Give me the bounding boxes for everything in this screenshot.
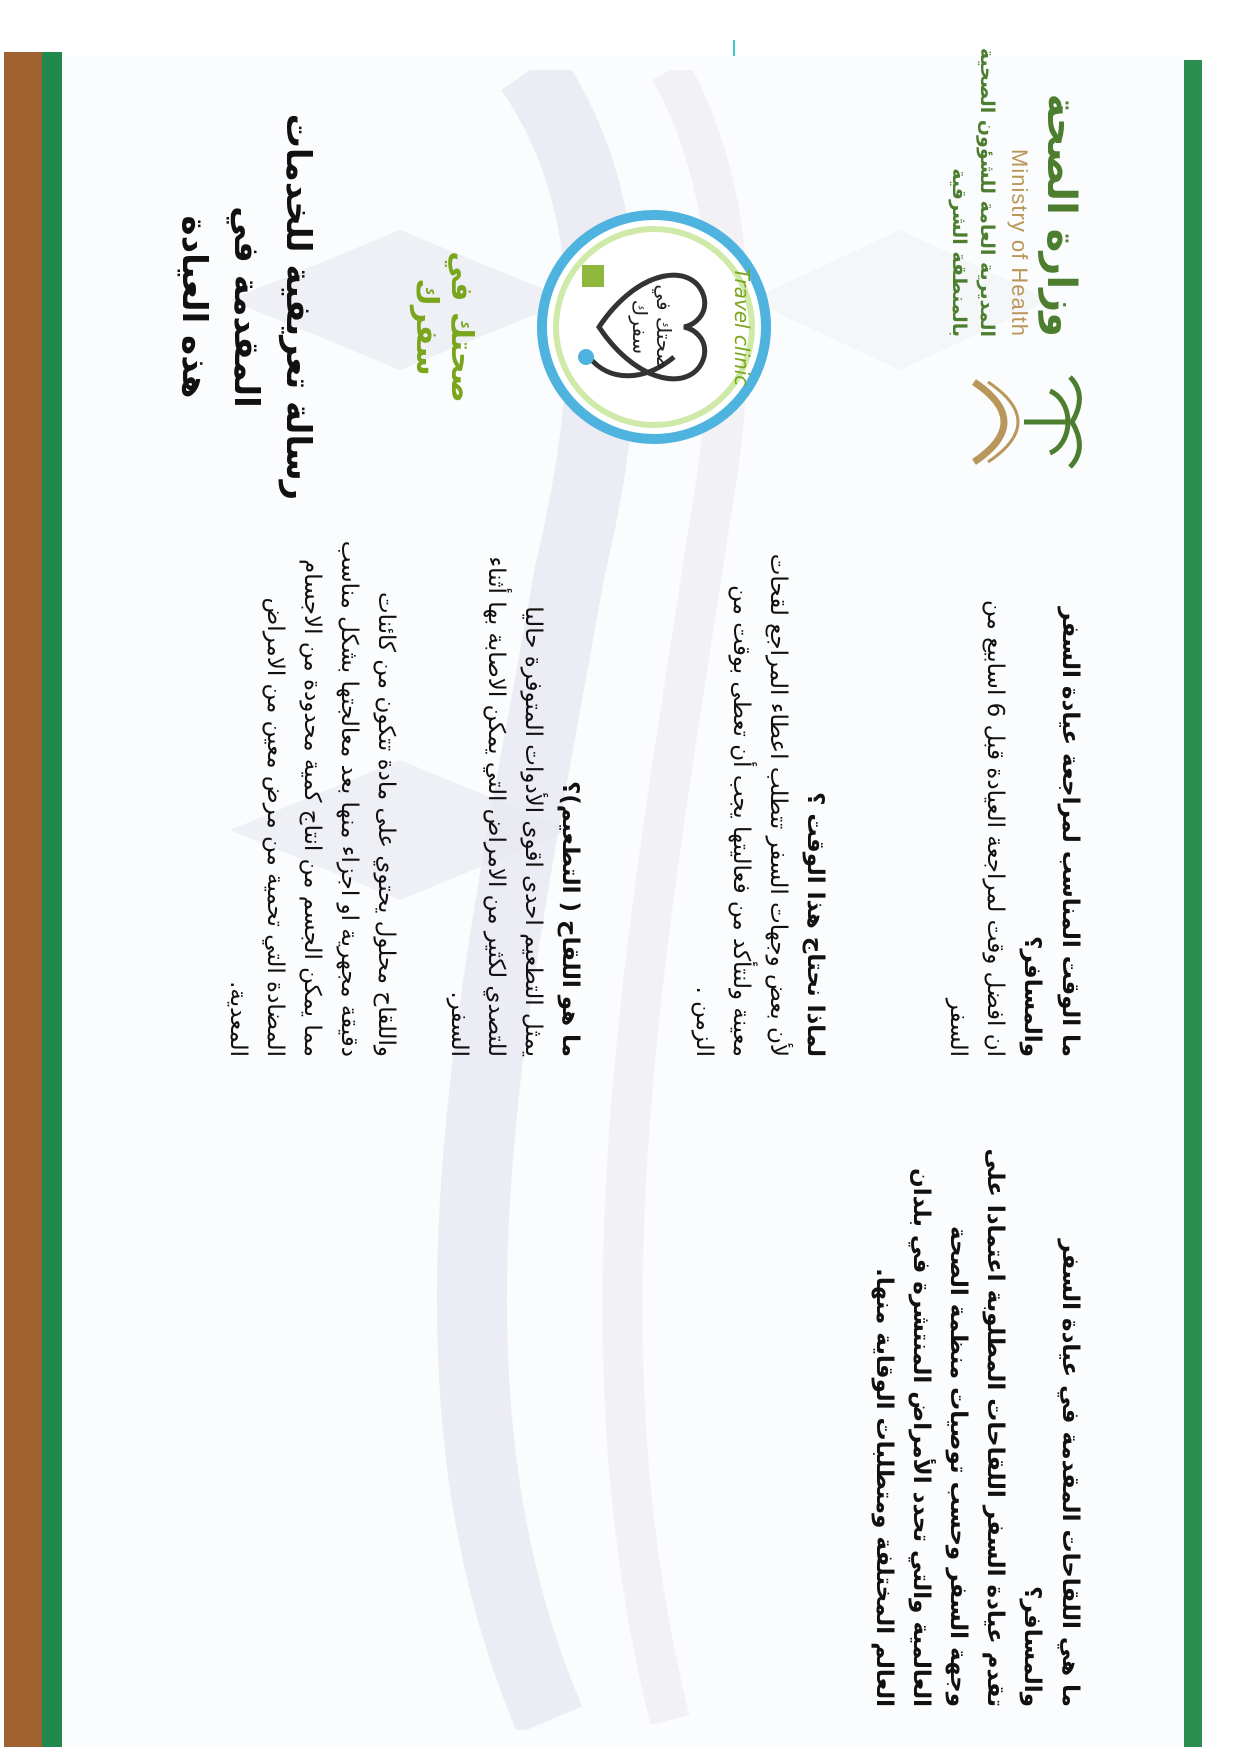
slogan: صحتك في سفرك — [409, 251, 479, 403]
why-time-answer: لأن بعض وجهات السفر تتطلب اعطاء المراجع لقحات معينة ولنتأكد من فعاليتها يجب أن تعطى بوقت من الزمن . — [691, 553, 791, 1057]
scan-mark — [733, 40, 735, 56]
why-time-question: لماذا نحتاج هذا الوقت ؟ — [802, 791, 828, 1057]
what-vaccine-question: ما هو اللقاح ( التطعيم)؟ — [557, 780, 583, 1057]
section-timing — [939, 537, 1089, 1057]
saudi-emblem-icon — [954, 347, 1094, 497]
green-border-bar-left — [42, 52, 62, 1747]
title-line2: هذه العيادة — [174, 215, 214, 399]
timing-question: ما الوقت المناسب لمراجعة عيادة السفر والمسافر؟ — [1019, 607, 1083, 1057]
brown-border-bar — [4, 52, 42, 1747]
moh-name-en: Ministry of Health — [1007, 149, 1032, 337]
title-block — [168, 67, 324, 547]
moh-name-ar: وزارة الصحة — [1038, 93, 1084, 337]
green-border-bar-right — [1184, 60, 1202, 1747]
rotated-content — [62, 47, 1184, 1747]
title-line1: رسالة تعريفية للخدمات المقدمة في — [226, 113, 318, 501]
what-vaccine-answer2: واللقاح محلول يحتوي على مادة تتكون من كائنات دقيقة مجهرية او اجزاء منها بعد معالجتها بشكل مناسب مما يمكن الجسم من انتاج كمية محدودة من الاجسام المضادة التي تحمية من مرض معين من الامراض المعدية. — [225, 540, 399, 1057]
what-vaccine-answer1: يمثل التطعيم احدى اقوى الأدوات المتوفرة حاليا للتصدي لكثير من الامراض التي يمكن الاصابة بها أثناء السفر. — [446, 556, 546, 1057]
moh-dept-line2: بالمنطقة الشرقية — [948, 168, 970, 337]
timing-answer: ان افضل وقت لمراجعة العيادة قبل 6 اسابيع من السفر — [945, 599, 1008, 1057]
vaccines-answer: تقدم عيادة السفر اللقاحات المطلوبة اعتمادا على وجهة السفر وحسب توصيات منظمة الصحة العالمية والتي تحدد الأمراض المنتشرة في بلدان العالم المختلفة ومتطلبات الوقاية منها. — [871, 1148, 1008, 1707]
section-why-time — [685, 537, 834, 1057]
travel-clinic-logo-icon — [534, 207, 774, 447]
moh-dept-line1: المديرية العامة للشؤون الصحية — [976, 47, 998, 337]
ring-text: Travel clinic — [730, 267, 754, 387]
vaccines-question: ما هي اللقاحات المقدمة في عيادة السفر والمسافر؟ — [1019, 1239, 1083, 1707]
section-what-vaccine — [219, 537, 589, 1057]
heart-text: صحتك في سفرك — [628, 284, 676, 370]
section-vaccines — [865, 1147, 1089, 1707]
ministry-logo-block — [804, 47, 1104, 497]
